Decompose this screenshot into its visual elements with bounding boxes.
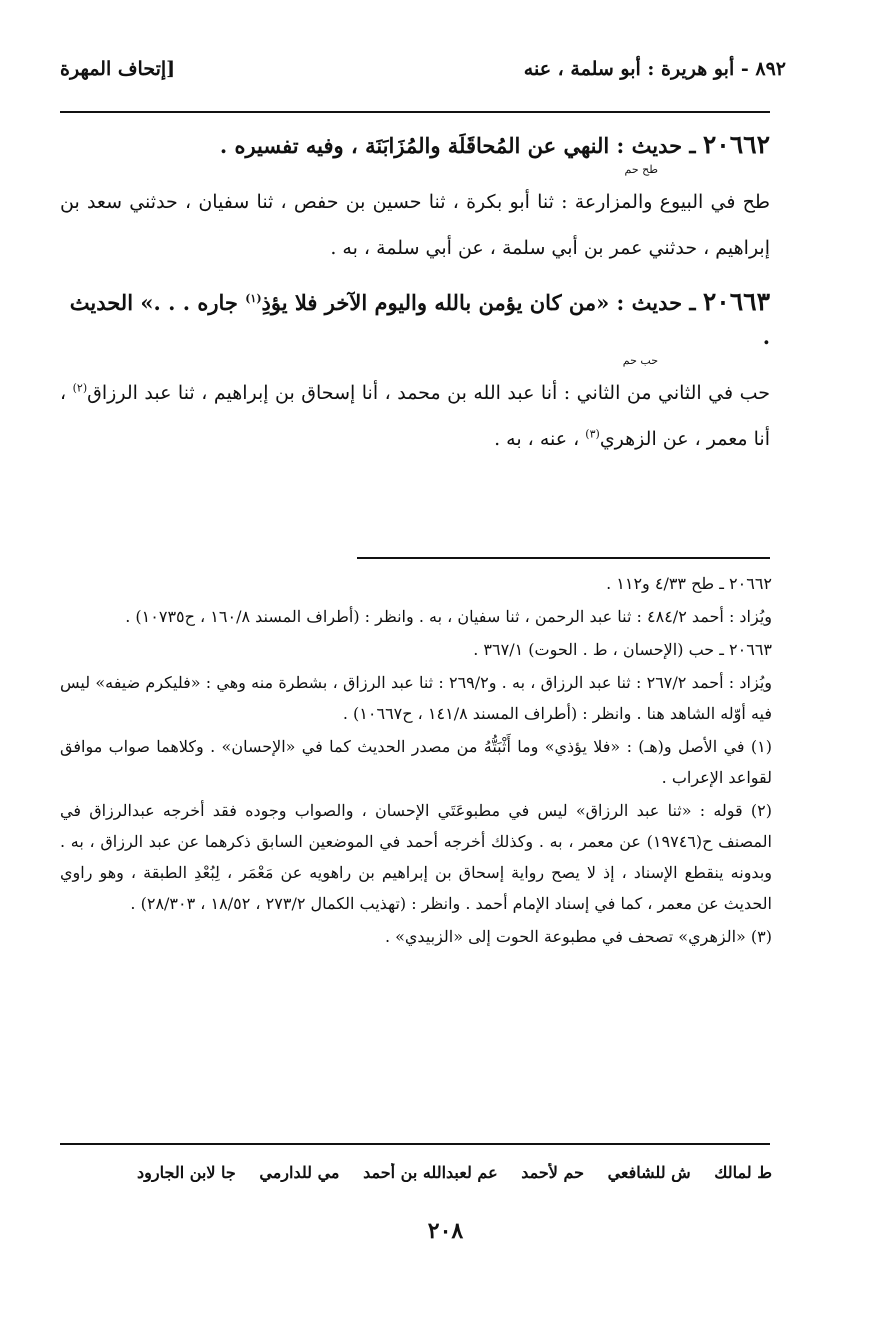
abbreviation: مي للدارمي bbox=[259, 1163, 340, 1182]
hadith-title: ـ حديث : النهي عن المُحاقَلَة والمُزَابَنَة ، وفيه تفسيره . bbox=[219, 133, 696, 158]
hadith-heading bbox=[60, 128, 770, 163]
spacer bbox=[60, 271, 770, 285]
header-rule bbox=[60, 111, 770, 113]
hadith-number: ٢٠٦٦٣ bbox=[702, 287, 770, 316]
footnote: (١) في الأصل و(هـ) : «فلا يؤذي» وما أَثْبَتُّهُ من مصدر الحديث كما في «الإحسان» . وكلاهما صواب موافق لقواعد الإعراب . bbox=[60, 737, 772, 787]
main-text bbox=[60, 128, 770, 462]
abbreviation: عم لعبدالله بن أحمد bbox=[363, 1163, 498, 1182]
footnote: (٢) قوله : «ثنا عبد الرزاق» ليس في مطبوعَتَي الإحسان ، والصواب وجوده فقد أخرجه عبدالرزاق في المصنف ح(١٩٧٤٦) عن معمر ، به . وكذلك أخرجه أحمد في الموضعين السابق ذكرهما عن عبد الرزاق ، به . وبدونه ينقطع الإسناد ، إذ لا يصح رواية إسحاق بن إبراهيم بن راهويه عن مَعْمَر ، لِبُعْدِ الطبقة ، وهو راوي الحديث عن معمر ، كما في إسناد الإمام أحمد . وانظر : (تهذيب الكمال ٢٧٣/٢ ، ١٨/٥٢ ، ٢٨/٣٠٣) . bbox=[60, 801, 772, 913]
footnote: ٢٠٦٦٣ ـ حب (الإحسان ، ط . الحوت) ٣٦٧/١ . bbox=[473, 640, 772, 659]
hadith-number: ٢٠٦٦٢ bbox=[702, 130, 770, 159]
footer-rule bbox=[60, 1143, 770, 1145]
footnote-marker: (٣) bbox=[585, 427, 600, 441]
abbreviation: جا لابن الجارود bbox=[137, 1163, 236, 1182]
abbreviation-key bbox=[60, 1163, 772, 1182]
hadith-sigla: حب حم bbox=[622, 354, 658, 367]
hadith-entry-20662 bbox=[60, 128, 770, 271]
running-header bbox=[60, 58, 786, 92]
abbreviation: ش للشافعي bbox=[607, 1163, 691, 1182]
hadith-body: طح في البيوع والمزارعة : ثنا أبو بكرة ، ثنا حسين بن حفص ، ثنا سفيان ، حدثني سعد بن إبراهيم ، حدثني عمر بن أبي سلمة ، عن أبي سلمة ، به . bbox=[60, 191, 770, 259]
footnote: ويُزاد : أحمد ٢٦٧/٢ : ثنا عبد الرزاق ، به . و٢٦٩/٢ : ثنا عبد الرزاق ، بشطرة منه وهي : «فليكرم ضيفه» ليس فيه أوّله الشاهد هنا . وانظر : (أطراف المسند ١٤١/٨ ، ح١٠٦٦٧) . bbox=[60, 673, 773, 723]
footnote: ٢٠٦٦٢ ـ طح ٤/٣٣ و١١٢ . bbox=[606, 574, 772, 593]
hadith-sigla: طح حم bbox=[624, 163, 658, 176]
page-number: ٢٠٨ bbox=[427, 1218, 464, 1244]
footnotes bbox=[60, 568, 772, 954]
body-part: ، عنه ، به . bbox=[494, 428, 586, 450]
footnote-separator bbox=[357, 557, 770, 559]
header-book-title: [إتحاف المهرة bbox=[60, 58, 176, 80]
footnote: ويُزاد : أحمد ٤٨٤/٢ : ثنا عبد الرحمن ، ثنا سفيان ، به . وانظر : (أطراف المسند ١٦٠/٨ ، ح١٠٧٣٥) . bbox=[125, 607, 772, 626]
hadith-body bbox=[60, 370, 770, 462]
footnote-marker: (١) bbox=[245, 292, 262, 305]
abbreviation: حم لأحمد bbox=[521, 1163, 584, 1182]
footnote-marker: (٢) bbox=[72, 381, 88, 395]
header-chapter-title: ٨٩٢ - أبو هريرة : أبو سلمة ، عنه bbox=[523, 58, 786, 80]
body-part: ، أنا معمر ، عن الزهري bbox=[60, 382, 770, 450]
hadith-heading bbox=[60, 285, 770, 354]
hadith-title-part: جاره . . .» الحديث . bbox=[69, 290, 770, 349]
abbreviation: ط لمالك bbox=[714, 1163, 772, 1182]
footnote: (٣) «الزهري» تصحف في مطبوعة الحوت إلى «الزبيدي» . bbox=[384, 927, 772, 946]
hadith-title-part: ـ حديث : «من كان يؤمن بالله واليوم الآخر فلا يؤذِ bbox=[261, 290, 696, 315]
body-part: حب في الثاني من الثاني : أنا عبد الله بن محمد ، أنا إسحاق بن إبراهيم ، ثنا عبد الرزاق bbox=[87, 382, 770, 404]
hadith-entry-20663 bbox=[60, 285, 770, 462]
